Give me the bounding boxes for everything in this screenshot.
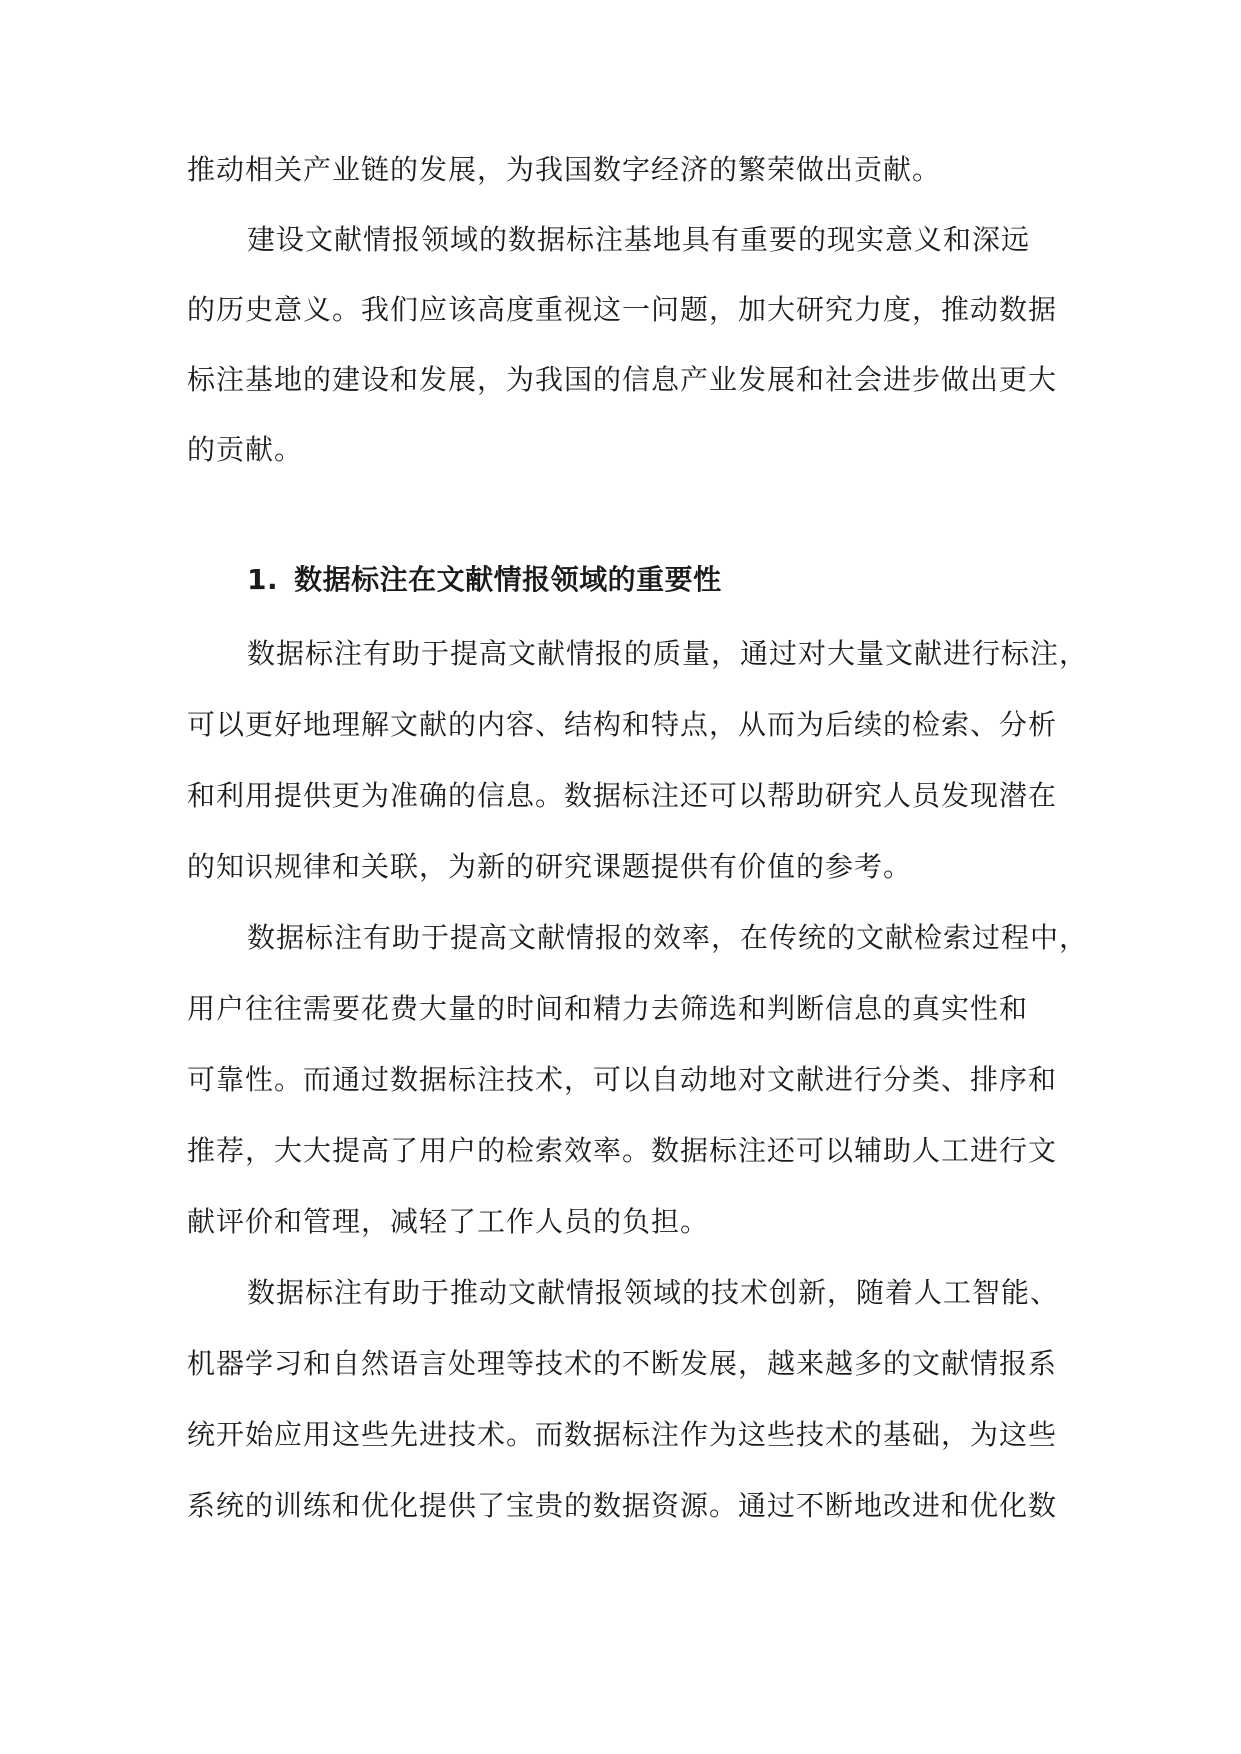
paragraph-line: 推动相关产业链的发展，为我国数字经济的繁荣做出贡献。: [187, 153, 942, 186]
paragraph-line: 系统的训练和优化提供了宝贵的数据资源。通过不断地改进和优化数: [187, 1489, 1058, 1522]
paragraph-line: 可靠性。而通过数据标注技术，可以自动地对文献进行分类、排序和: [187, 1063, 1058, 1096]
paragraph-line: 可以更好地理解文献的内容、结构和特点，从而为后续的检索、分析: [187, 708, 1058, 741]
paragraph-line: 推荐，大大提高了用户的检索效率。数据标注还可以辅助人工进行文: [187, 1134, 1058, 1167]
paragraph-line: 数据标注有助于提高文献情报的质量，通过对大量文献进行标注，: [247, 637, 1089, 670]
paragraph-line: 数据标注有助于推动文献情报领域的技术创新，随着人工智能、: [247, 1276, 1060, 1309]
section-title: 数据标注在文献情报领域的重要性: [294, 563, 722, 596]
paragraph-line: 建设文献情报领域的数据标注基地具有重要的现实意义和深远: [247, 223, 1031, 256]
paragraph-line: 统开始应用这些先进技术。而数据标注作为这些技术的基础，为这些: [187, 1418, 1058, 1451]
paragraph-line: 标注基地的建设和发展，为我国的信息产业发展和社会进步做出更大: [187, 363, 1058, 396]
section-number: 1.: [247, 563, 279, 596]
paragraph-line: 的贡献。: [187, 433, 304, 466]
paragraph-line: 的历史意义。我们应该高度重视这一问题，加大研究力度，推动数据: [187, 293, 1058, 326]
paragraph-line: 数据标注有助于提高文献情报的效率，在传统的文献检索过程中，: [247, 921, 1089, 954]
section-heading: [247, 560, 722, 600]
paragraph-line: 和利用提供更为准确的信息。数据标注还可以帮助研究人员发现潜在: [187, 779, 1058, 812]
paragraph-line: 献评价和管理，减轻了工作人员的负担。: [187, 1205, 710, 1238]
paragraph-line: 用户往往需要花费大量的时间和精力去筛选和判断信息的真实性和: [187, 992, 1029, 1025]
paragraph-line: 机器学习和自然语言处理等技术的不断发展，越来越多的文献情报系: [187, 1347, 1058, 1380]
paragraph-line: 的知识规律和关联，为新的研究课题提供有价值的参考。: [187, 850, 913, 883]
